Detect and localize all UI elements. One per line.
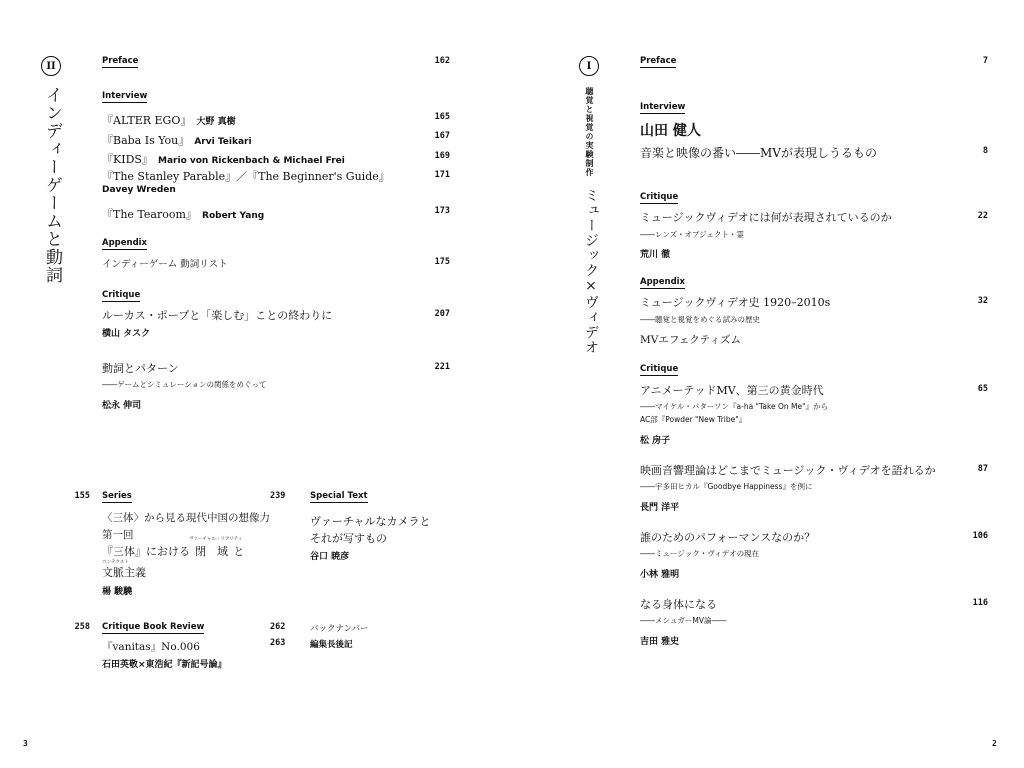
toc-entry[interactable]: [102, 129, 252, 148]
book-review-page: 258: [74, 622, 90, 632]
entry-author: 吉田 雅史: [640, 637, 680, 647]
preface-page: 162: [434, 56, 450, 66]
page-folio: 3: [23, 739, 28, 748]
entry-title[interactable]: 『The Stanley Parable』／『The Beginner's Guide』: [102, 170, 390, 183]
entry-subtitle: ――ゲームとシミュレーションの関係をめぐって: [102, 380, 267, 389]
preface-page: 7: [982, 56, 988, 66]
section-badge: II: [41, 56, 61, 76]
entry-subtitle: ――宇多田ヒカル『Goodbye Happiness』を例に: [640, 482, 813, 491]
page-folio: 2: [992, 739, 997, 748]
toc-entry[interactable]: [102, 148, 345, 167]
section-badge: I: [579, 56, 599, 76]
entry-title-2[interactable]: MVエフェクティズム: [640, 334, 741, 346]
entry-title: 『ALTER EGO』: [102, 114, 192, 127]
entry-author: Davey Wreden: [102, 185, 176, 195]
toc-entry[interactable]: [102, 203, 264, 222]
book-review-line2: 石田英敬×東浩紀『新記号論』: [102, 660, 227, 670]
appendix-label: Appendix: [640, 277, 686, 287]
special-title-line2: それが写すもの: [310, 532, 387, 545]
preface-label: Preface: [102, 56, 139, 66]
critique-label: Critique: [102, 290, 141, 300]
entry-page: 87: [977, 464, 988, 474]
entry-author: 谷口 暁彦: [310, 552, 350, 562]
entry-title[interactable]: 音楽と映像の番い――MVが表現しうるもの: [640, 146, 877, 160]
entry-author: 長門 洋平: [640, 503, 680, 513]
entry-title[interactable]: ルーカス・ポープと「楽しむ」ことの終わりに: [102, 309, 333, 322]
entry-title[interactable]: アニメーテッドMV、第三の黄金時代: [640, 384, 824, 397]
series-title-line2: 第一回: [102, 529, 134, 541]
backnumber-page: 262: [270, 622, 286, 632]
editor-note-label[interactable]: 編集長後記: [310, 640, 353, 650]
entry-title: 『The Tearoom』: [102, 208, 197, 221]
entry-page: 173: [434, 206, 450, 216]
entry-page: 65: [977, 384, 988, 394]
appendix-label: Appendix: [102, 238, 148, 248]
entry-author: Arvi Teikari: [194, 137, 252, 147]
entry-author: Robert Yang: [202, 211, 265, 221]
interview-name[interactable]: 山田 健人: [640, 123, 701, 139]
entry-page: 8: [982, 146, 988, 156]
entry-author: 横山 タスク: [102, 329, 151, 339]
entry-title[interactable]: ミュージックヴィデオには何が表現されているのか: [640, 211, 892, 224]
entry-subtitle: ――レンズ・オブジェクト・霊: [640, 230, 744, 239]
entry-title[interactable]: 映画音響理論はどこまでミュージック・ヴィデオを語れるか: [640, 464, 936, 477]
critique-label: Critique: [640, 364, 679, 374]
series-page: 155: [74, 491, 90, 501]
entry-author: 荒川 徹: [640, 250, 671, 260]
entry-title[interactable]: ミュージックヴィデオ史 1920–2010s: [640, 296, 831, 309]
section-title: ミュージック×ヴィデオ: [583, 188, 599, 355]
entry-page: 175: [434, 257, 450, 267]
entry-page: 22: [977, 211, 988, 221]
entry-page: 167: [434, 131, 450, 141]
entry-author: 小林 雅明: [640, 570, 680, 580]
entry-author: 大野 真樹: [196, 117, 236, 127]
series-title-line3: [102, 537, 245, 559]
series-title-part: 閉 域: [195, 545, 229, 558]
entry-subtitle: ――聴覚と視覚をめぐる試みの歴史: [640, 315, 760, 324]
ruby-text: ヴァーチャル・リアリティ: [189, 537, 243, 542]
entry-page: 106: [972, 531, 988, 541]
entry-title[interactable]: なる身体になる: [640, 598, 717, 611]
entry-page: 207: [434, 309, 450, 319]
critique-label: Critique: [640, 192, 679, 202]
entry-page: 171: [434, 170, 450, 180]
ruby-text: コンテクスト: [102, 560, 129, 565]
entry-page: 116: [972, 598, 988, 608]
entry-subtitle: ――マイケル・パターソン『a-ha "Take On Me"』から: [640, 402, 829, 411]
preface-label: Preface: [640, 56, 677, 66]
toc-entry[interactable]: [102, 109, 236, 128]
special-page: 239: [270, 491, 286, 501]
special-title-line1[interactable]: ヴァーチャルなカメラと: [310, 515, 431, 528]
interview-label: Interview: [640, 102, 686, 112]
book-review-line1[interactable]: 『vanitas』No.006: [102, 641, 200, 653]
entry-subtitle: ――メシュガーMV論――: [640, 616, 727, 625]
entry-author: 楊 駿驍: [102, 587, 133, 597]
entry-page: 221: [434, 362, 450, 372]
series-title-line4: 文脈主義: [102, 566, 146, 579]
section-subtitle: 聴覚と視覚の実験制作: [585, 87, 594, 177]
entry-author: 松 房子: [640, 436, 671, 446]
series-title-part: と: [233, 545, 245, 558]
entry-author: 松永 伸司: [102, 401, 142, 411]
series-label: Series: [102, 491, 132, 501]
entry-title[interactable]: 誰のためのパフォーマンスなのか？: [640, 531, 816, 544]
entry-page: 32: [977, 296, 988, 306]
entry-author: Mario von Rickenbach & Michael Frei: [158, 156, 345, 166]
right-page: [512, 0, 1024, 768]
series-ruby-word: [189, 537, 243, 559]
entry-subtitle: AC部『Powder "New Tribe"』: [640, 415, 747, 424]
entry-title: 『Baba Is You』: [102, 134, 190, 147]
section-title: インディーゲームと動詞: [42, 86, 62, 284]
entry-title: 『KIDS』: [102, 153, 153, 166]
interview-label: Interview: [102, 91, 148, 101]
book-review-label: Critique Book Review: [102, 622, 205, 632]
entry-subtitle: ――ミュージック・ヴィデオの現在: [640, 549, 760, 558]
series-title-part: 『三体』における: [102, 545, 190, 558]
entry-title[interactable]: 動詞とパターン: [102, 362, 179, 375]
backnumber-label[interactable]: バックナンバー: [310, 624, 369, 634]
entry-page: 169: [434, 151, 450, 161]
special-label: Special Text: [310, 491, 368, 501]
entry-page: 165: [434, 112, 450, 122]
series-title-line1[interactable]: 〈三体〉から見る現代中国の想像力: [102, 512, 270, 524]
entry-title[interactable]: インディーゲーム 動詞リスト: [102, 259, 228, 270]
editor-note-page: 263: [270, 638, 286, 648]
